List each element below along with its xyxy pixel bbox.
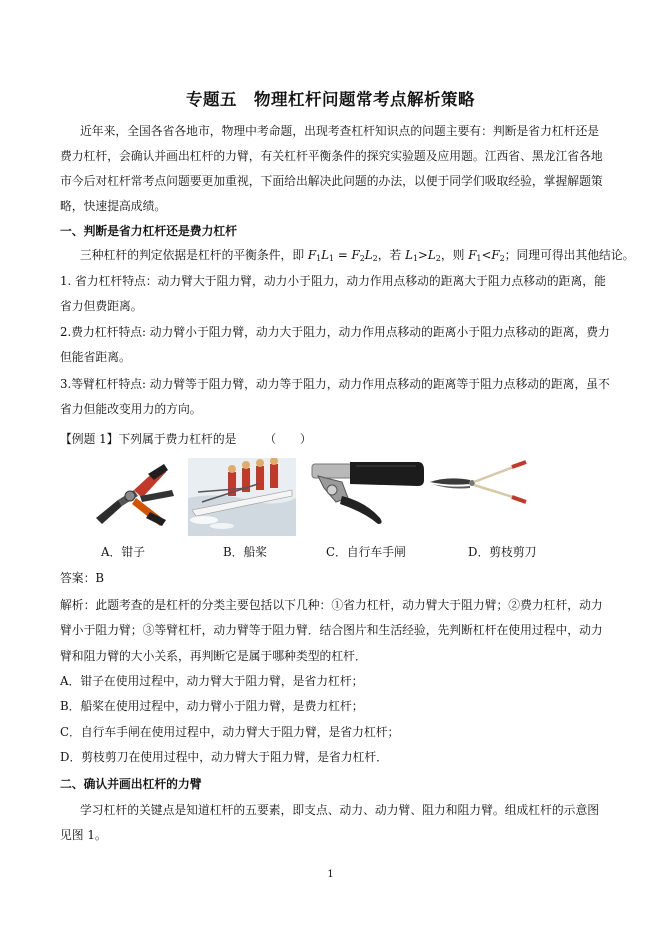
section2-line-1: 学习杠杆的关键点是知道杠杆的五要素，即支点、动力、动力臂、阻力和阻力臂。组成杠杆的示意图 bbox=[80, 803, 600, 817]
analysis-option-d: D．剪枝剪刀在使用过程中，动力臂大于阻力臂，是省力杠杆． bbox=[60, 750, 388, 764]
intro-line-4: 略，快速提高成绩。 bbox=[60, 199, 167, 213]
point-3-line-1: 3.等臂杠杆特点: 动力臂等于阻力臂，动力等于阻力，动力作用点移动的距离等于阻力点移动的距离，虽不 bbox=[60, 377, 610, 391]
analysis-option-c: C．自行车手闸在使用过程中，动力臂大于阻力臂，是省力杠杆； bbox=[60, 725, 400, 739]
point-2-line-1: 2.费力杠杆特点: 动力臂小于阻力臂，动力大于阻力，动力作用点移动的距离小于阻力点移动的距离，费力 bbox=[60, 325, 610, 339]
point-2-line-2: 但能省距离。 bbox=[60, 350, 131, 364]
analysis-line-1: 解析：此题考查的是杠杆的分类主要包括以下几种：①省力杠杆，动力臂大于阻力臂；②费力杠杆，动力 bbox=[60, 598, 603, 612]
point-3-line-2: 省力但能改变用力的方向。 bbox=[60, 402, 202, 416]
pruning-shears-image bbox=[428, 458, 528, 506]
bicycle-brake-image bbox=[306, 458, 426, 530]
page-number: 1 bbox=[327, 869, 334, 880]
answer: 答案：B bbox=[60, 571, 105, 585]
point-1-line-2: 省力但费距离。 bbox=[60, 299, 143, 313]
rowing-oar-image bbox=[188, 458, 296, 536]
intro-line-2: 费力杠杆，会确认并画出杠杆的力臂，有关杠杆平衡条件的探究实验题及应用题。江西省、黑龙江省各地 bbox=[60, 149, 603, 163]
option-d: D．剪枝剪刀 bbox=[468, 545, 537, 559]
point-1-line-1: 1. 省力杠杆特点：动力臂大于阻力臂，动力小于阻力，动力作用点移动的距离大于阻力点移动的距离，能 bbox=[60, 274, 606, 288]
section2-line-2: 见图 1。 bbox=[60, 828, 107, 842]
option-a: A．钳子 bbox=[101, 545, 145, 559]
intro-line-3: 市今后对杠杆常考点问题要更加重视，下面给出解决此问题的办法，以便于同学们吸取经验，掌握解题策 bbox=[60, 174, 603, 188]
analysis-line-3: 臂和阻力臂的大小关系，再判断它是属于哪种类型的杠杆． bbox=[60, 649, 367, 663]
page-title: 专题五 物理杠杆问题常考点解析策略 bbox=[186, 90, 475, 109]
section2-heading: 二、确认并画出杠杆的力臂 bbox=[60, 777, 202, 791]
option-b: B．船桨 bbox=[223, 545, 268, 559]
analysis-option-a: A．钳子在使用过程中，动力臂大于阻力臂，是省力杠杆； bbox=[60, 674, 364, 688]
balance-rule: 三种杠杆的判定依据是杠杆的平衡条件，即 $F_1L_1 = F_2L_2$，若 $L_1>L_2$，则 $F_1<F_2$；同理可得出其他结论。 bbox=[80, 248, 635, 263]
analysis-line-2: 臂小于阻力臂；③等臂杠杆，动力臂等于阻力臂．结合图片和生活经验，先判断杠杆在使用过程中，动力 bbox=[60, 623, 603, 637]
analysis-option-b: B．船桨在使用过程中，动力臂小于阻力臂，是费力杠杆； bbox=[60, 699, 364, 713]
example1-question: 【例题 1】下列属于费力杠杆的是 （ ） bbox=[60, 432, 312, 446]
intro-line-1: 近年来，全国各省各地市，物理中考命题，出现考查杠杆知识点的问题主要有：判断是省力杠杆还是 bbox=[80, 124, 600, 138]
section1-heading: 一、判断是省力杠杆还是费力杠杆 bbox=[60, 224, 237, 238]
pliers-image bbox=[88, 460, 180, 532]
option-c: C．自行车手闸 bbox=[326, 545, 406, 559]
